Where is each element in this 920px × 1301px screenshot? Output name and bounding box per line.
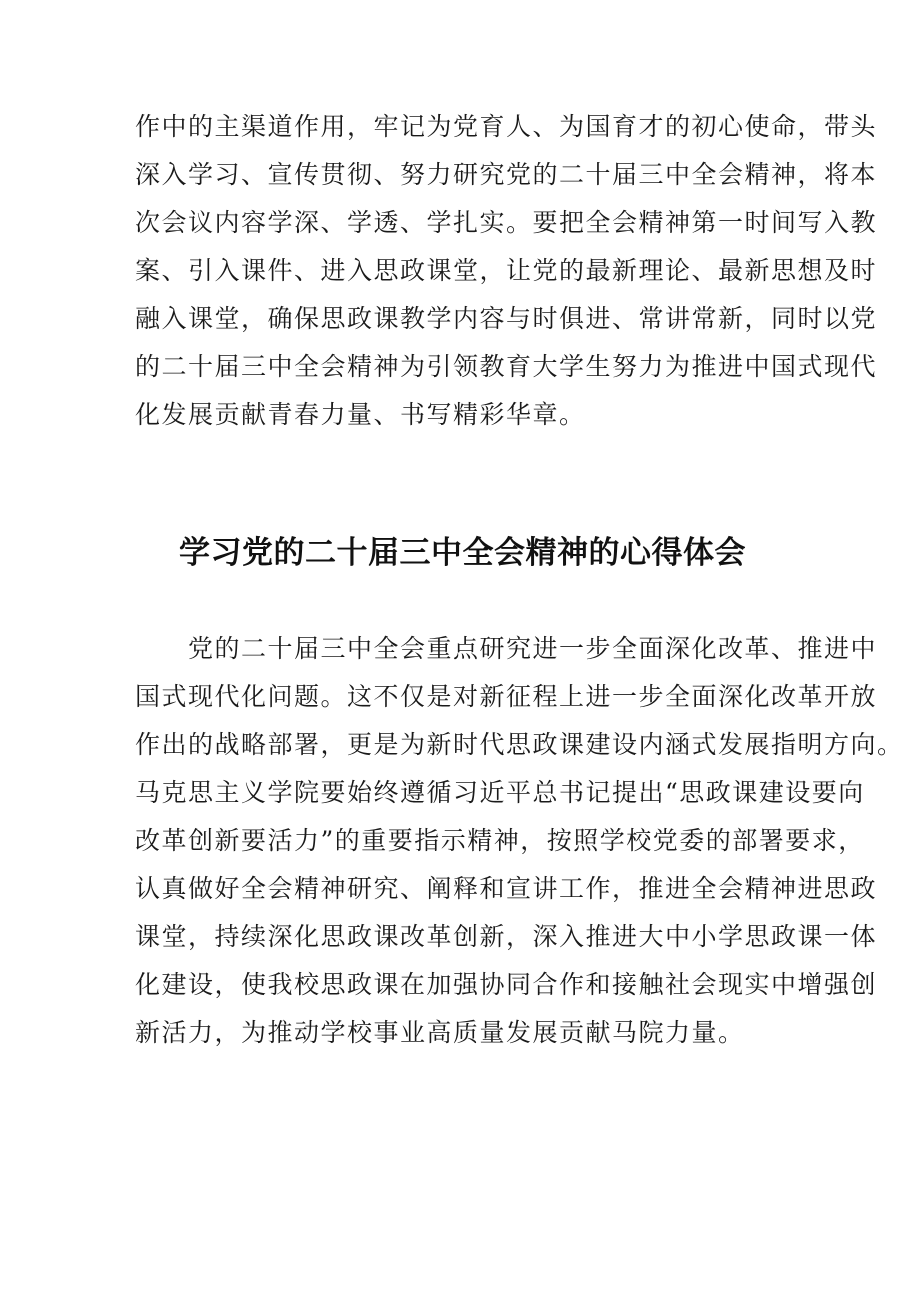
paragraph-line: 国式现代化问题。这不仅是对新征程上进一步全面深化改革开放 <box>135 682 878 711</box>
paragraph-line: 融入课堂，确保思政课教学内容与时俱进、常讲常新，同时以党 <box>135 304 878 333</box>
paragraph-line: 新活力，为推动学校事业高质量发展贡献马院力量。 <box>135 1018 745 1047</box>
paragraph-continued <box>135 103 878 439</box>
paragraph-line: 马克思主义学院要始终遵循习近平总书记提出“思政课建设要向 <box>135 778 865 807</box>
paragraph-line: 改革创新要活力”的重要指示精神，按照学校党委的部署要求， <box>135 826 865 855</box>
paragraph-line: 案、引入课件、进入思政课堂，让党的最新理论、最新思想及时 <box>135 256 878 285</box>
paragraph-line: 党的二十届三中全会重点研究进一步全面深化改革、推进中 <box>135 634 878 663</box>
paragraph-line: 认真做好全会精神研究、阐释和宣讲工作，推进全会精神进思政 <box>135 874 878 903</box>
document-body <box>135 103 904 1057</box>
paragraph-line: 的二十届三中全会精神为引领教育大学生努力为推进中国式现代 <box>135 352 878 381</box>
paragraph-line: 课堂，持续深化思政课改革创新，深入推进大中小学思政课一体 <box>135 922 878 951</box>
paragraph-main <box>135 625 904 1057</box>
document-title: 学习党的二十届三中全会精神的心得体会 <box>179 535 746 571</box>
paragraph-line: 化建设，使我校思政课在加强协同合作和接触社会现实中增强创 <box>135 970 878 999</box>
paragraph-line: 化发展贡献青春力量、书写精彩华章。 <box>135 400 586 429</box>
paragraph-line: 作出的战略部署，更是为新时代思政课建设内涵式发展指明方向。 <box>135 730 904 759</box>
paragraph-line: 深入学习、宣传贯彻、努力研究党的二十届三中全会精神，将本 <box>135 160 878 189</box>
paragraph-line: 次会议内容学深、学透、学扎实。要把全会精神第一时间写入教 <box>135 208 878 237</box>
paragraph-line: 作中的主渠道作用，牢记为党育人、为国育才的初心使命，带头 <box>135 112 878 141</box>
